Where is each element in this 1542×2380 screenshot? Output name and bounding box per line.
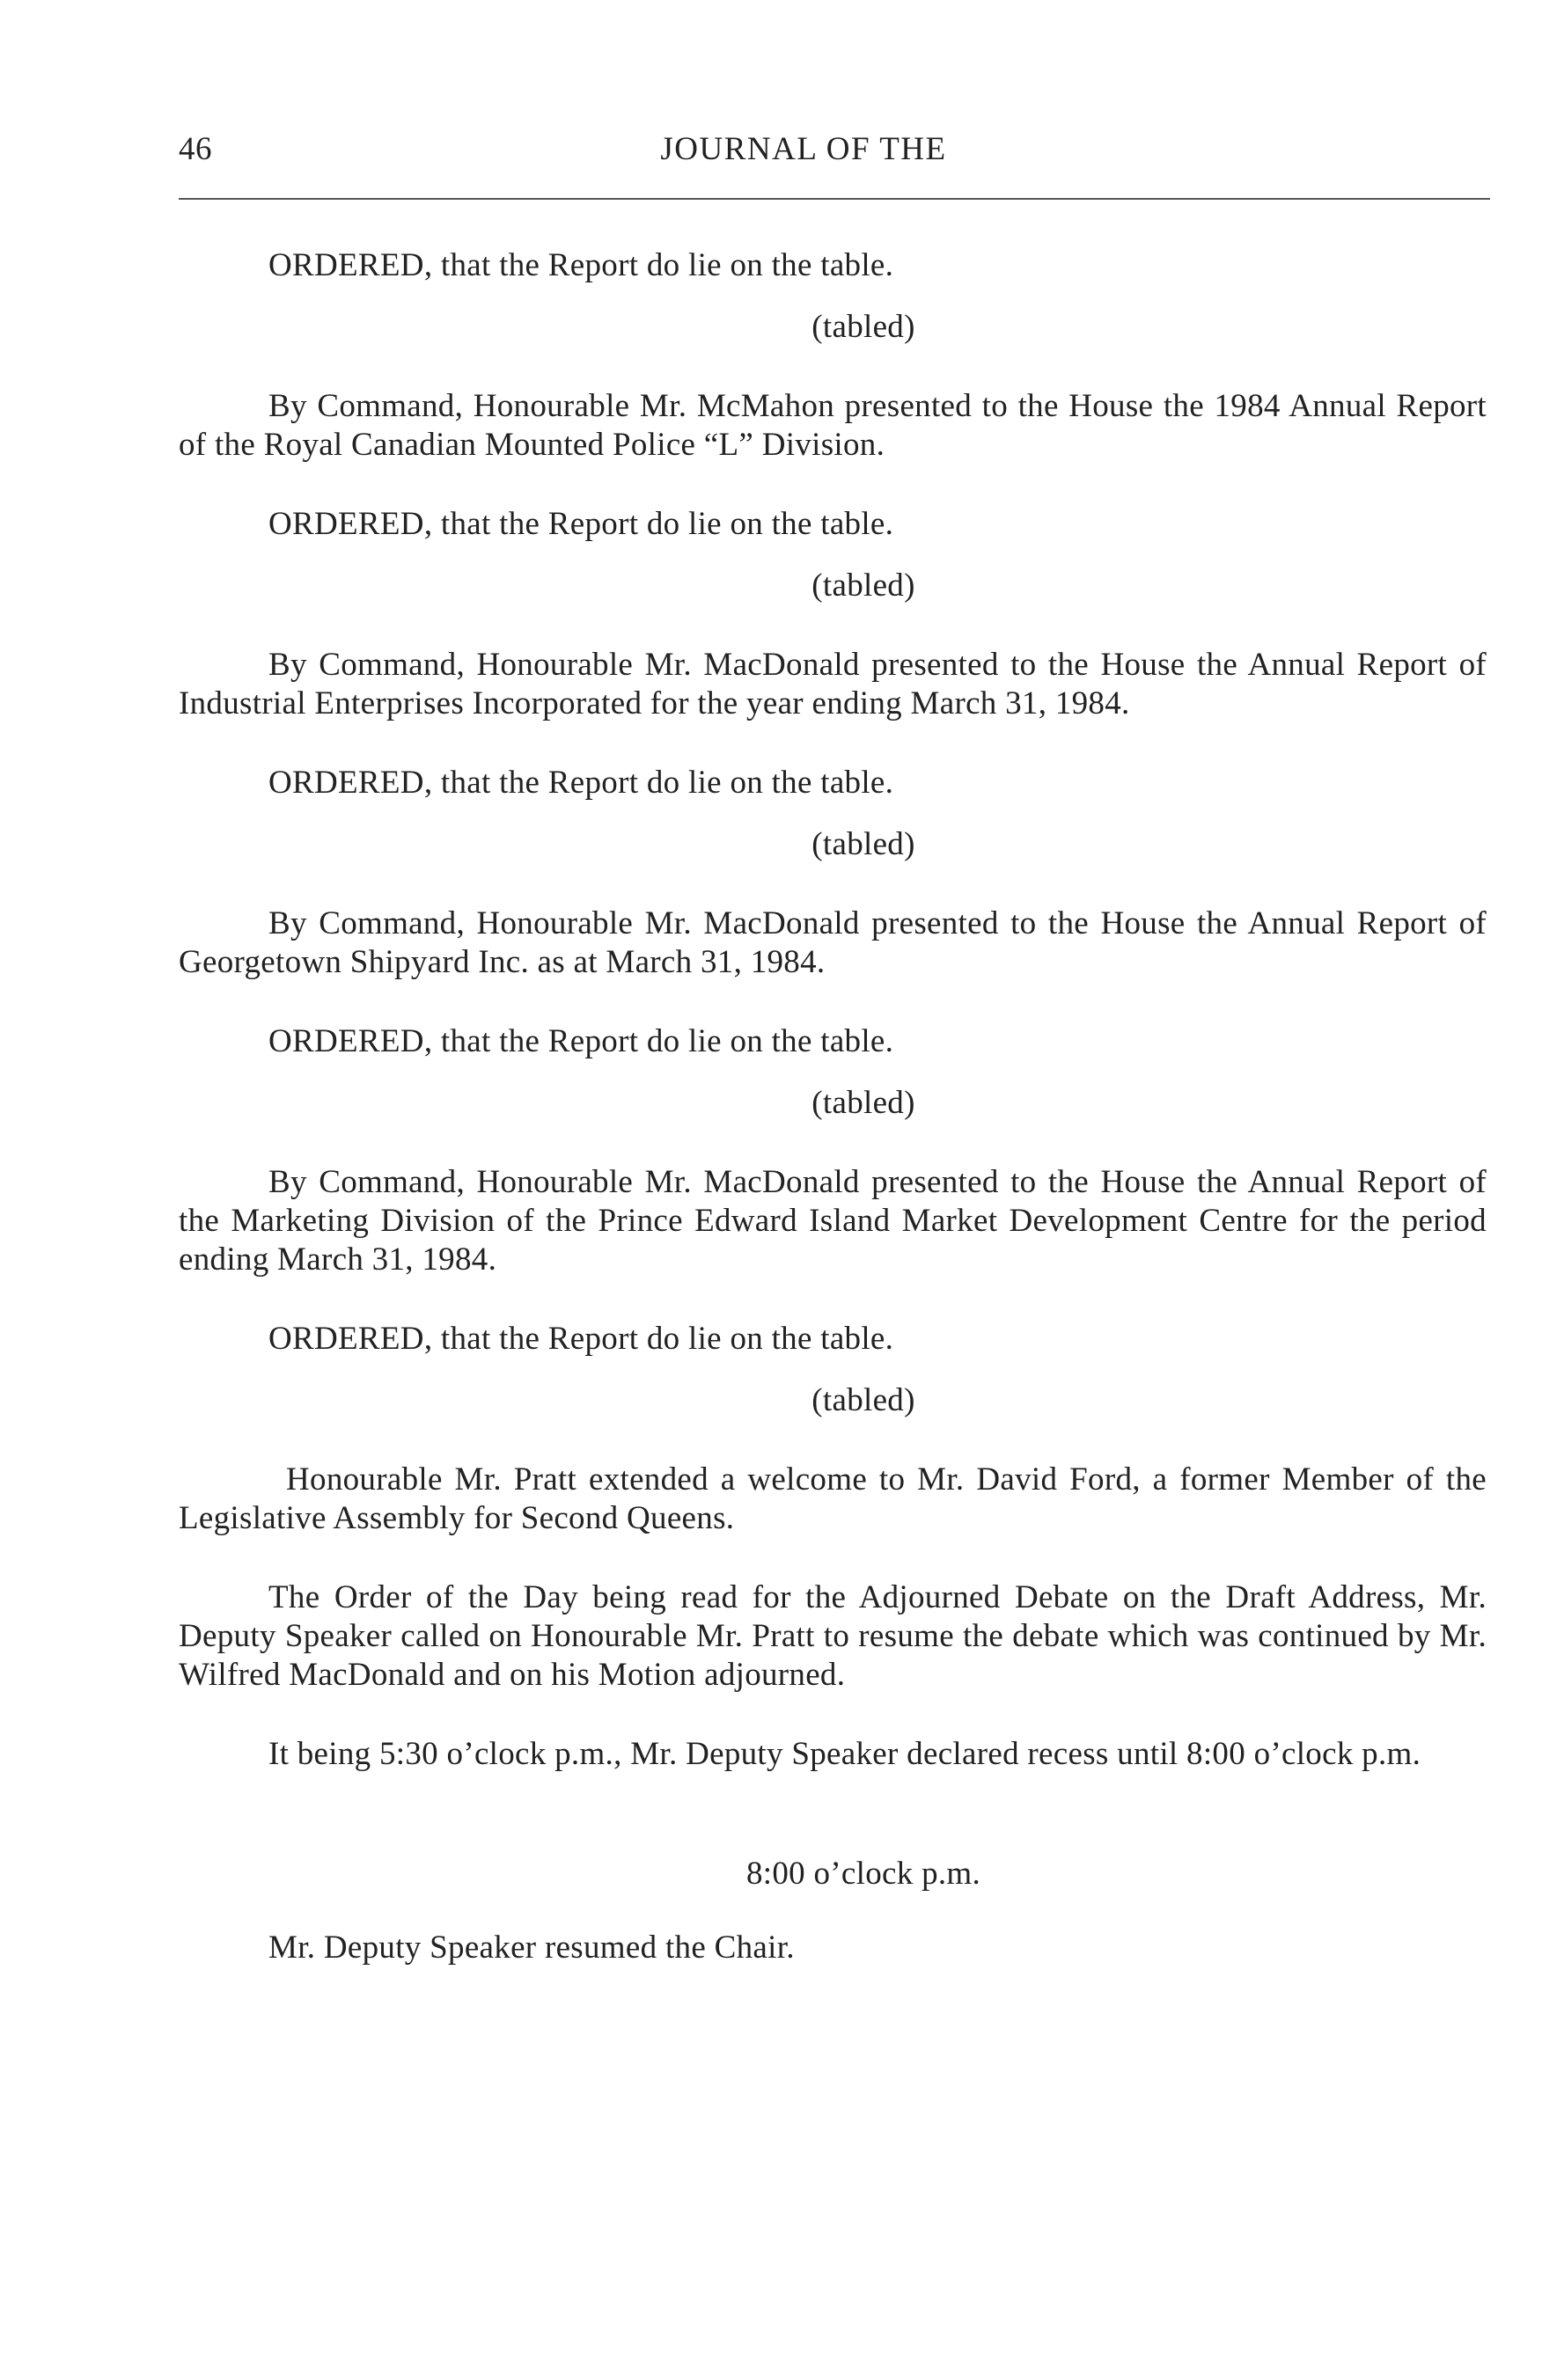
order-of-the-day-paragraph: The Order of the Day being read for the Adjourned Debate on the Draft Address, Mr. Deputy Speaker called on Honourable Mr. Pratt to resume the debate which was continued by Mr. Wilfred MacDonald and on his Motion adjourned. xyxy=(179,1579,1487,1693)
chair-resumed-paragraph: Mr. Deputy Speaker resumed the Chair. xyxy=(268,1930,795,1966)
page-number: 46 xyxy=(179,131,212,167)
ordered-statement: ORDERED, that the Report do lie on the table. xyxy=(268,247,894,283)
command-paragraph: By Command, Honourable Mr. MacDonald presented to the House the Annual Report of Industrial Enterprises Incorporated for the year ending March 31, 1984. xyxy=(179,647,1487,721)
page-header xyxy=(179,130,1490,183)
ordered-statement: ORDERED, that the Report do lie on the table. xyxy=(268,1321,894,1357)
tabled-note: (tabled) xyxy=(811,1085,915,1121)
running-title: JOURNAL OF THE xyxy=(660,131,947,167)
tabled-note: (tabled) xyxy=(811,826,915,862)
welcome-paragraph: Honourable Mr. Pratt extended a welcome to Mr. David Ford, a former Member of the Legislative Assembly for Second Queens. xyxy=(179,1461,1487,1536)
session-time-heading: 8:00 o’clock p.m. xyxy=(745,1856,981,1892)
recess-paragraph: It being 5:30 o’clock p.m., Mr. Deputy Speaker declared recess until 8:00 o’clock p.m. xyxy=(268,1736,1421,1772)
tabled-note: (tabled) xyxy=(811,1382,915,1418)
command-paragraph: By Command, Honourable Mr. MacDonald presented to the House the Annual Report of the Marketing Division of the Prince Edward Island Market Development Centre for the period ending March 31, 1984. xyxy=(179,1164,1487,1278)
ordered-statement: ORDERED, that the Report do lie on the table. xyxy=(268,765,894,801)
journal-body xyxy=(179,246,1487,1967)
command-paragraph: By Command, Honourable Mr. MacDonald presented to the House the Annual Report of Georgetown Shipyard Inc. as at March 31, 1984. xyxy=(179,905,1487,980)
ordered-statement: ORDERED, that the Report do lie on the table. xyxy=(268,1023,894,1059)
command-paragraph: By Command, Honourable Mr. McMahon presented to the House the 1984 Annual Report of the Royal Canadian Mounted Police “L” Division. xyxy=(179,388,1487,463)
tabled-note: (tabled) xyxy=(811,568,915,604)
tabled-note: (tabled) xyxy=(811,309,915,345)
header-divider xyxy=(179,198,1490,200)
ordered-statement: ORDERED, that the Report do lie on the table. xyxy=(268,506,894,542)
